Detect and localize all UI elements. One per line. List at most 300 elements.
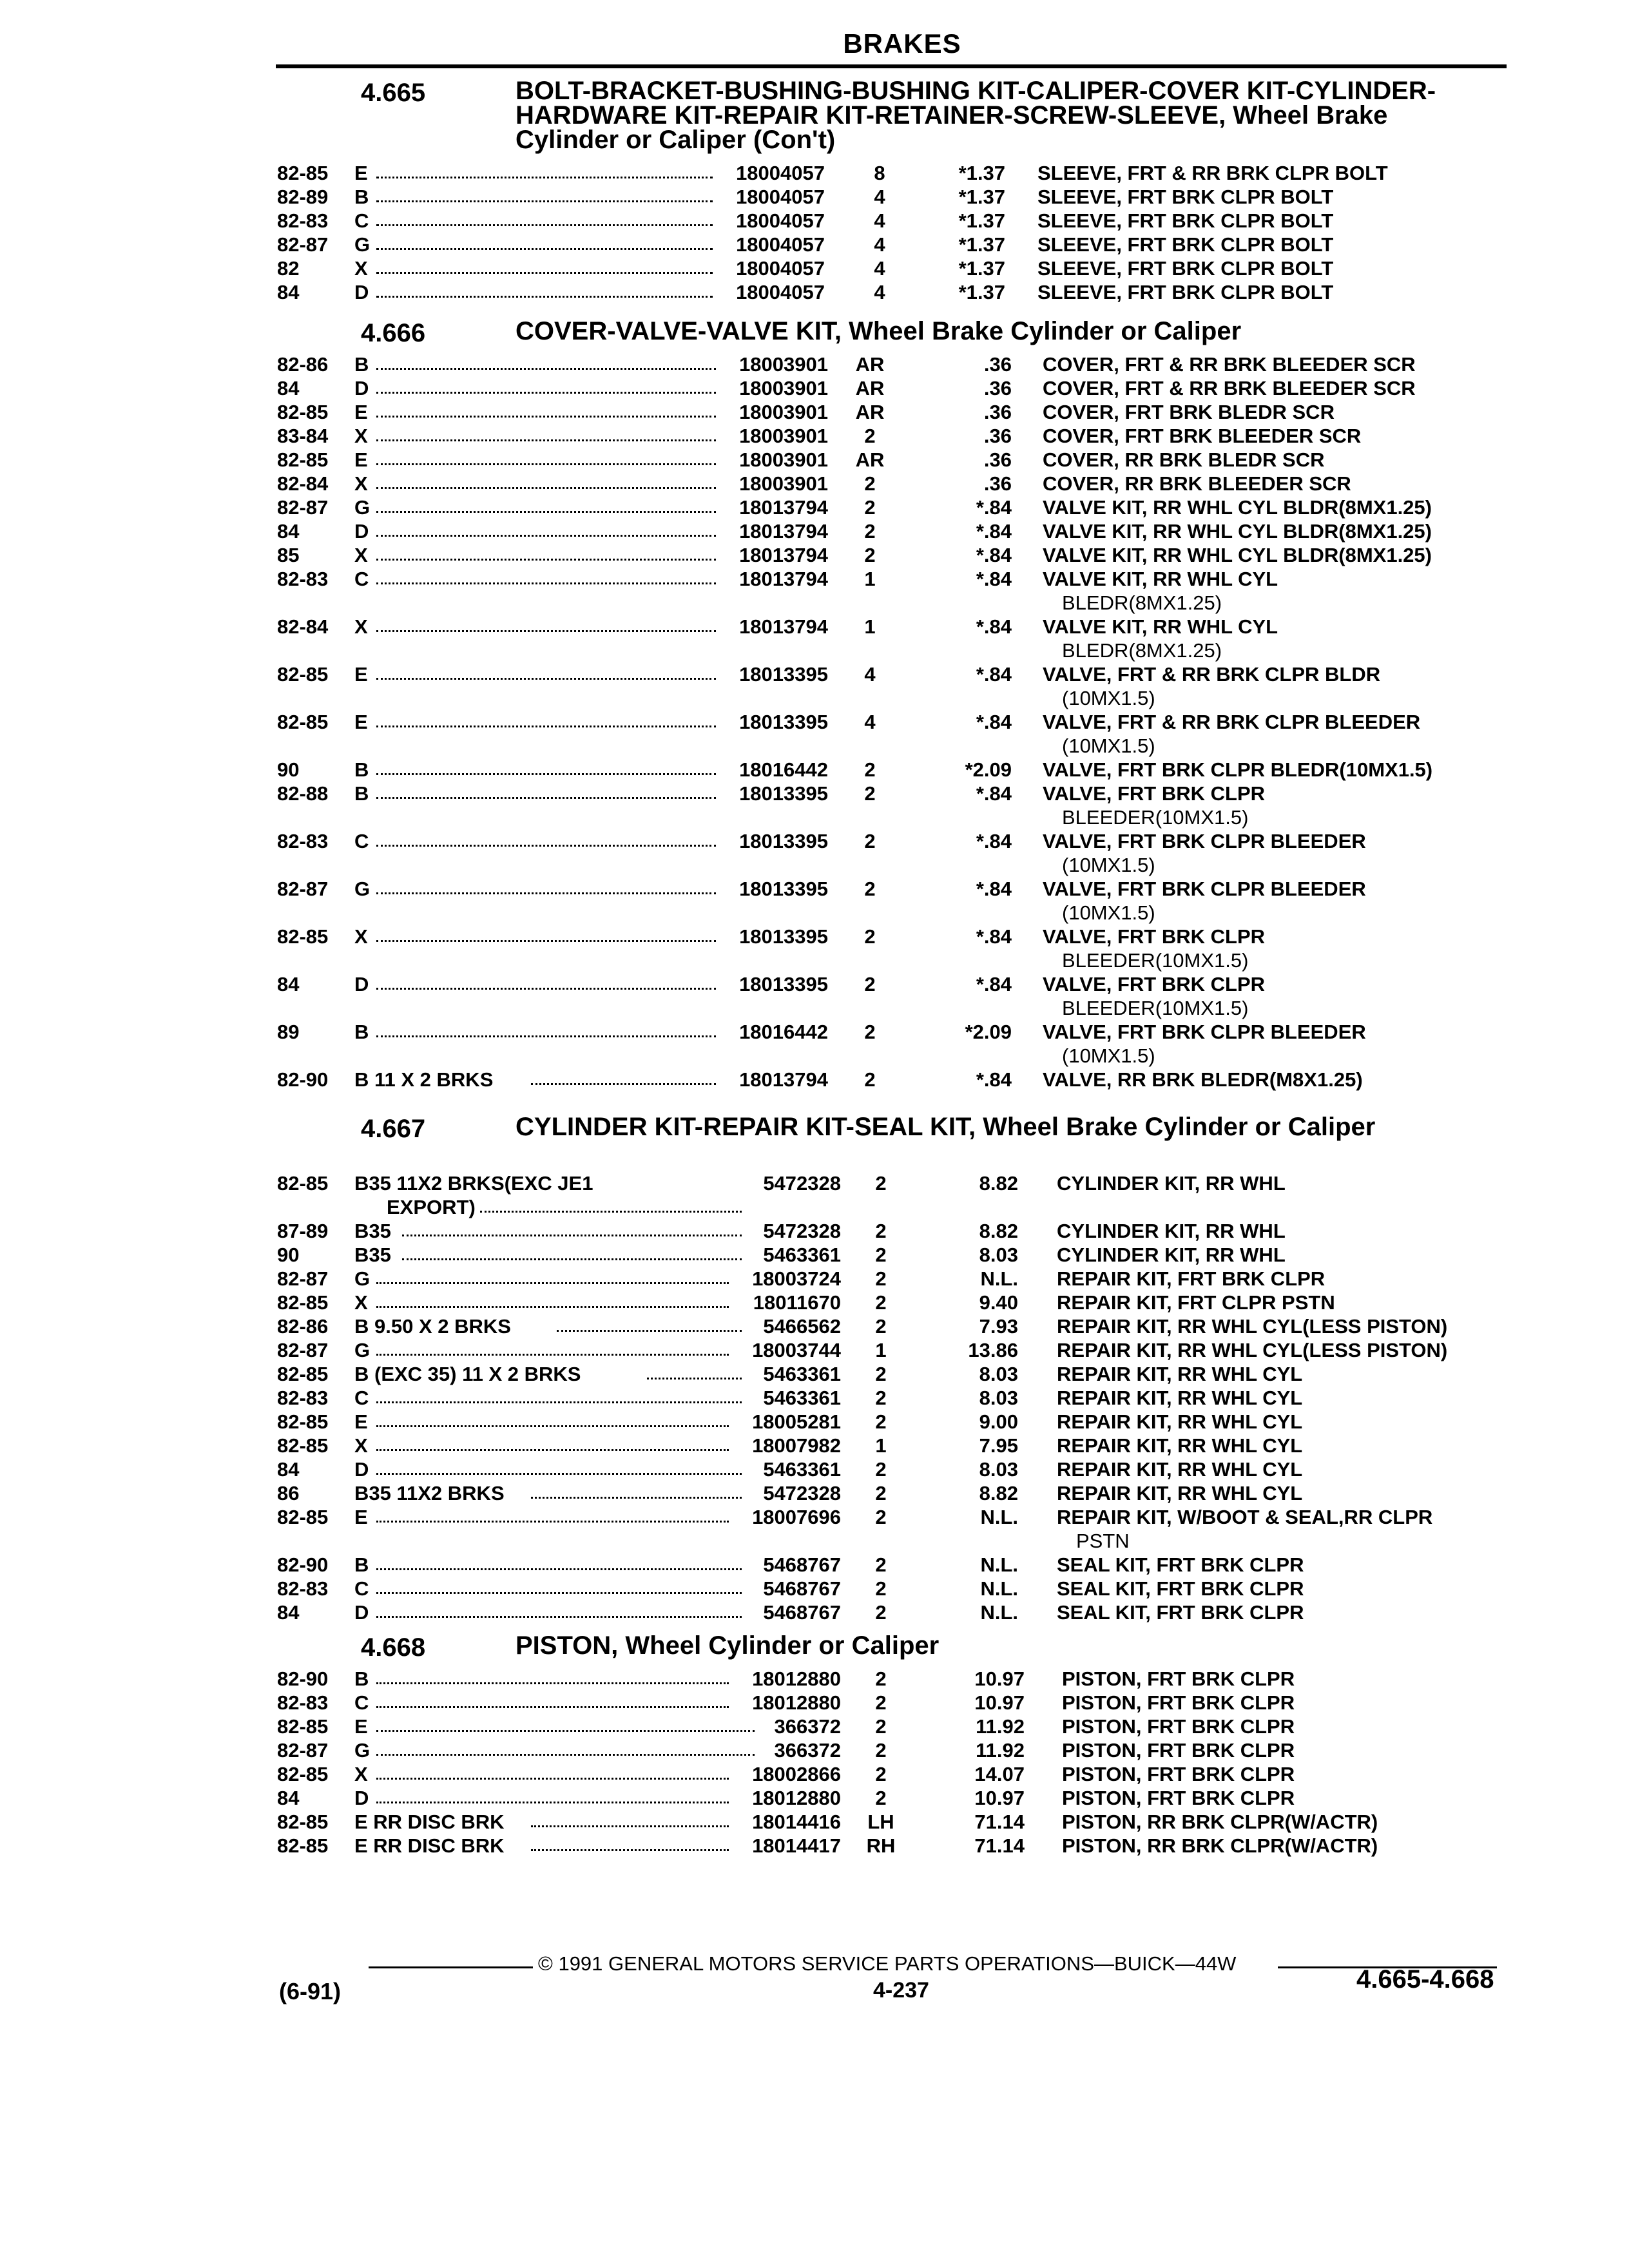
table-row <box>277 1810 1514 1834</box>
table-row <box>277 1667 1514 1691</box>
application: G <box>354 233 371 256</box>
part-number: 18004057 <box>736 257 825 280</box>
price: 8.03 <box>979 1244 1018 1266</box>
application: X <box>354 257 368 280</box>
model-years: 82-85 <box>277 1834 329 1857</box>
application: E <box>354 1506 368 1528</box>
part-number: 18004057 <box>736 209 825 232</box>
quantity: AR <box>855 353 885 376</box>
footer-copyright: © 1991 GENERAL MOTORS SERVICE PARTS OPERATIONS—BUICK—44W <box>538 1952 1237 1975</box>
quantity: 2 <box>875 1387 887 1409</box>
part-number: 18012880 <box>752 1787 841 1809</box>
table-row <box>277 1834 1514 1858</box>
application: B <box>354 1021 369 1043</box>
application: D <box>354 1787 369 1809</box>
description: REPAIR KIT, RR WHL CYL <box>1057 1482 1303 1504</box>
part-number: 18003901 <box>739 401 828 423</box>
model-years: 82-85 <box>277 1506 329 1528</box>
part-number: 366372 <box>774 1715 841 1738</box>
model-years: 82-87 <box>277 1739 329 1762</box>
description-cont: (10MX1.5) <box>1062 901 1155 924</box>
application: B35 <box>354 1244 391 1266</box>
price: 71.14 <box>974 1834 1025 1857</box>
application: B <box>354 1667 369 1690</box>
table-row <box>277 1786 1514 1810</box>
table-row <box>277 615 1514 662</box>
model-years: 82-83 <box>277 209 329 232</box>
application: X <box>354 1434 368 1457</box>
quantity: 4 <box>874 233 885 256</box>
price: *.84 <box>976 1068 1012 1091</box>
part-number: 18004057 <box>736 186 825 208</box>
price: *.84 <box>976 544 1012 566</box>
description-cont: (10MX1.5) <box>1062 854 1155 876</box>
table-row <box>277 161 1514 185</box>
table-row <box>277 1553 1514 1577</box>
model-years: 90 <box>277 758 300 781</box>
description: CYLINDER KIT, RR WHL <box>1057 1220 1286 1242</box>
quantity: 2 <box>864 758 876 781</box>
part-number: 18005281 <box>752 1410 841 1433</box>
table-row <box>277 1020 1514 1068</box>
part-number: 18013395 <box>739 925 828 948</box>
quantity: 2 <box>864 520 876 543</box>
price: .36 <box>983 448 1012 471</box>
description: VALVE, FRT BRK CLPR <box>1043 925 1266 948</box>
price: 14.07 <box>974 1763 1025 1785</box>
table-row <box>277 1691 1514 1715</box>
quantity: 2 <box>875 1267 887 1290</box>
application: D <box>354 520 369 543</box>
application: D <box>354 377 369 399</box>
part-number: 5468767 <box>763 1601 841 1624</box>
description: VALVE KIT, RR WHL CYL BLDR(8MX1.25) <box>1043 496 1432 519</box>
part-number: 18013395 <box>739 782 828 805</box>
description: VALVE, FRT BRK CLPR BLEEDER <box>1043 830 1366 852</box>
table-row <box>277 1738 1514 1762</box>
price: *1.37 <box>958 162 1005 184</box>
application: G <box>354 1339 371 1361</box>
application: X <box>354 1291 368 1314</box>
model-years: 82-85 <box>277 401 329 423</box>
section-1 <box>277 319 1514 1091</box>
description: VALVE KIT, RR WHL CYL <box>1043 615 1278 638</box>
quantity: 4 <box>874 209 885 232</box>
table-row <box>277 1291 1514 1314</box>
section-header <box>277 1115 1514 1171</box>
part-number: 18003901 <box>739 377 828 399</box>
description: VALVE KIT, RR WHL CYL BLDR(8MX1.25) <box>1043 544 1432 566</box>
price: .36 <box>983 377 1012 399</box>
quantity: 2 <box>875 1715 887 1738</box>
model-years: 82-87 <box>277 233 329 256</box>
quantity: 2 <box>875 1506 887 1528</box>
part-number: 18003901 <box>739 472 828 495</box>
part-number: 18004057 <box>736 281 825 303</box>
section-header <box>277 1633 1514 1667</box>
model-years: 84 <box>277 1601 300 1624</box>
section-title: CYLINDER KIT-REPAIR KIT-SEAL KIT, Wheel Brake Cylinder or Caliper <box>516 1113 1376 1141</box>
part-number: 18002866 <box>752 1763 841 1785</box>
description: REPAIR KIT, RR WHL CYL <box>1057 1458 1303 1481</box>
model-years: 84 <box>277 377 300 399</box>
part-number: 5463361 <box>763 1458 841 1481</box>
application: C <box>354 830 369 852</box>
header-rule <box>276 64 1507 68</box>
model-years: 82-85 <box>277 1172 329 1195</box>
table-row <box>277 209 1514 233</box>
description: PISTON, FRT BRK CLPR <box>1062 1763 1295 1785</box>
model-years: 82-85 <box>277 1291 329 1314</box>
model-years: 82-85 <box>277 448 329 471</box>
part-number: 18013395 <box>739 830 828 852</box>
application: G <box>354 1739 371 1762</box>
description: COVER, FRT BRK BLEDR SCR <box>1043 401 1335 423</box>
table-row <box>277 1434 1514 1457</box>
table-row <box>277 495 1514 519</box>
description: COVER, FRT & RR BRK BLEEDER SCR <box>1043 377 1416 399</box>
part-number: 5468767 <box>763 1553 841 1576</box>
model-years: 82-90 <box>277 1553 329 1576</box>
description: VALVE KIT, RR WHL CYL <box>1043 568 1278 590</box>
price: 9.00 <box>979 1410 1018 1433</box>
model-years: 82-85 <box>277 1763 329 1785</box>
table-row <box>277 662 1514 710</box>
description: PISTON, FRT BRK CLPR <box>1062 1787 1295 1809</box>
table-row <box>277 877 1514 925</box>
description-cont: (10MX1.5) <box>1062 1044 1155 1067</box>
table-row <box>277 1362 1514 1386</box>
table-row <box>277 1338 1514 1362</box>
application: D <box>354 1458 369 1481</box>
quantity: 2 <box>864 425 876 447</box>
part-number: 18012880 <box>752 1667 841 1690</box>
description: VALVE, FRT BRK CLPR <box>1043 782 1266 805</box>
quantity: 1 <box>864 568 876 590</box>
application: E <box>354 663 368 686</box>
part-number: 18014416 <box>752 1811 841 1833</box>
price: *.84 <box>976 973 1012 995</box>
price: *2.09 <box>965 758 1012 781</box>
model-years: 82-83 <box>277 1691 329 1714</box>
description: PISTON, FRT BRK CLPR <box>1062 1739 1295 1762</box>
table-row <box>277 185 1514 209</box>
description-cont: (10MX1.5) <box>1062 735 1155 757</box>
table-row <box>277 376 1514 400</box>
quantity: 2 <box>875 1458 887 1481</box>
quantity: 2 <box>864 544 876 566</box>
application: X <box>354 925 368 948</box>
application: E <box>354 448 368 471</box>
application: G <box>354 878 371 900</box>
part-number: 18003901 <box>739 425 828 447</box>
price: .36 <box>983 353 1012 376</box>
application: E <box>354 1715 368 1738</box>
price: *2.09 <box>965 1021 1012 1043</box>
table-row <box>277 829 1514 877</box>
part-number: 5472328 <box>763 1172 841 1195</box>
price: 8.82 <box>979 1482 1018 1504</box>
section-header <box>277 319 1514 352</box>
model-years: 85 <box>277 544 300 566</box>
part-number: 5463361 <box>763 1244 841 1266</box>
description-cont: BLEEDER(10MX1.5) <box>1062 806 1249 829</box>
quantity: 2 <box>875 1577 887 1600</box>
section-title: PISTON, Wheel Cylinder or Caliper <box>516 1631 940 1660</box>
section-number: 4.668 <box>361 1633 426 1662</box>
description: PISTON, FRT BRK CLPR <box>1062 1667 1295 1690</box>
application: E <box>354 162 368 184</box>
quantity: AR <box>855 448 885 471</box>
table-row <box>277 1577 1514 1600</box>
application: B35 11X2 BRKS(EXC JE1 <box>354 1172 593 1195</box>
model-years: 82-86 <box>277 353 329 376</box>
table-row <box>277 1481 1514 1505</box>
table-row <box>277 1219 1514 1243</box>
description: SEAL KIT, FRT BRK CLPR <box>1057 1553 1304 1576</box>
section-title: COVER-VALVE-VALVE KIT, Wheel Brake Cylinder or Caliper <box>516 317 1242 345</box>
quantity: 2 <box>875 1220 887 1242</box>
description: REPAIR KIT, FRT BRK CLPR <box>1057 1267 1325 1290</box>
quantity: 2 <box>875 1315 887 1338</box>
model-years: 84 <box>277 1458 300 1481</box>
part-number: 18013395 <box>739 711 828 733</box>
price: *.84 <box>976 711 1012 733</box>
model-years: 82-85 <box>277 1715 329 1738</box>
model-years: 82-89 <box>277 186 329 208</box>
page-title: BRAKES <box>843 28 961 59</box>
price: *1.37 <box>958 209 1005 232</box>
quantity: 4 <box>864 663 876 686</box>
price: .36 <box>983 425 1012 447</box>
description: VALVE, FRT & RR BRK CLPR BLDR <box>1043 663 1381 686</box>
model-years: 82-83 <box>277 568 329 590</box>
table-row <box>277 1505 1514 1553</box>
part-number: 5466562 <box>763 1315 841 1338</box>
description: SLEEVE, FRT BRK CLPR BOLT <box>1037 281 1334 303</box>
quantity: 4 <box>874 186 885 208</box>
model-years: 82 <box>277 257 300 280</box>
price: 71.14 <box>974 1811 1025 1833</box>
quantity: AR <box>855 377 885 399</box>
quantity: 4 <box>864 711 876 733</box>
section-0 <box>277 79 1514 304</box>
part-number: 18007982 <box>752 1434 841 1457</box>
application: G <box>354 496 371 519</box>
dot-leader <box>480 1211 742 1213</box>
quantity: 2 <box>864 782 876 805</box>
footer-rule-left <box>369 1966 533 1968</box>
section-number: 4.666 <box>361 319 426 347</box>
price: 10.97 <box>974 1667 1025 1690</box>
model-years: 84 <box>277 1787 300 1809</box>
quantity: 2 <box>875 1691 887 1714</box>
quantity: AR <box>855 401 885 423</box>
model-years: 82-86 <box>277 1315 329 1338</box>
quantity: 2 <box>864 1068 876 1091</box>
table-row <box>277 472 1514 495</box>
model-years: 82-85 <box>277 711 329 733</box>
description-cont: (10MX1.5) <box>1062 687 1155 709</box>
table-row <box>277 567 1514 615</box>
price: 8.03 <box>979 1363 1018 1385</box>
application: G <box>354 1267 371 1290</box>
price: 11.92 <box>976 1739 1025 1762</box>
price: 9.40 <box>979 1291 1018 1314</box>
footer-section-range: 4.665-4.668 <box>1356 1965 1494 1994</box>
table-row <box>277 1600 1514 1624</box>
part-number: 18003901 <box>739 448 828 471</box>
description: VALVE, RR BRK BLEDR(M8X1.25) <box>1043 1068 1363 1091</box>
table-row <box>277 233 1514 256</box>
model-years: 84 <box>277 973 300 995</box>
table-row <box>277 280 1514 304</box>
price: 8.82 <box>979 1172 1018 1195</box>
part-number: 5463361 <box>763 1363 841 1385</box>
price: *.84 <box>976 568 1012 590</box>
table-row <box>277 710 1514 758</box>
price: *1.37 <box>958 233 1005 256</box>
description: COVER, RR BRK BLEEDER SCR <box>1043 472 1351 495</box>
quantity: 2 <box>864 925 876 948</box>
table-row <box>277 1243 1514 1267</box>
table-row <box>277 543 1514 567</box>
quantity: 2 <box>875 1410 887 1433</box>
quantity: RH <box>866 1834 896 1857</box>
model-years: 82-84 <box>277 615 329 638</box>
part-number: 18012880 <box>752 1691 841 1714</box>
price: N.L. <box>980 1553 1018 1576</box>
description: VALVE, FRT BRK CLPR BLEDR(10MX1.5) <box>1043 758 1433 781</box>
price: 10.97 <box>974 1691 1025 1714</box>
quantity: 2 <box>864 472 876 495</box>
part-number: 5463361 <box>763 1387 841 1409</box>
model-years: 82-87 <box>277 1267 329 1290</box>
table-row <box>277 758 1514 782</box>
quantity: 1 <box>875 1434 887 1457</box>
quantity: 1 <box>875 1339 887 1361</box>
price: *.84 <box>976 520 1012 543</box>
model-years: 87-89 <box>277 1220 329 1242</box>
model-years: 82-83 <box>277 1577 329 1600</box>
part-number: 18016442 <box>739 1021 828 1043</box>
description-cont: BLEDR(8MX1.25) <box>1062 591 1222 614</box>
section-3 <box>277 1633 1514 1858</box>
quantity: LH <box>867 1811 894 1833</box>
application: B <box>354 758 369 781</box>
application: C <box>354 209 369 232</box>
quantity: 2 <box>875 1601 887 1624</box>
application: C <box>354 1387 369 1409</box>
description: SLEEVE, FRT & RR BRK CLPR BOLT <box>1037 162 1388 184</box>
description: COVER, RR BRK BLEDR SCR <box>1043 448 1325 471</box>
price: N.L. <box>980 1577 1018 1600</box>
model-years: 82-85 <box>277 1363 329 1385</box>
description: VALVE, FRT BRK CLPR BLEEDER <box>1043 878 1366 900</box>
model-years: 82-85 <box>277 162 329 184</box>
model-years: 82-87 <box>277 878 329 900</box>
description: REPAIR KIT, RR WHL CYL <box>1057 1410 1303 1433</box>
table-row <box>277 1314 1514 1338</box>
description: PISTON, FRT BRK CLPR <box>1062 1691 1295 1714</box>
description: REPAIR KIT, RR WHL CYL(LESS PISTON) <box>1057 1315 1448 1338</box>
description: SLEEVE, FRT BRK CLPR BOLT <box>1037 186 1334 208</box>
part-number: 18003744 <box>752 1339 841 1361</box>
application: E <box>354 1410 368 1433</box>
model-years: 82-87 <box>277 496 329 519</box>
description: CYLINDER KIT, RR WHL <box>1057 1244 1286 1266</box>
model-years: 82-85 <box>277 1811 329 1833</box>
table-row <box>277 1171 1514 1219</box>
price: 7.95 <box>979 1434 1018 1457</box>
price: N.L. <box>980 1601 1018 1624</box>
application: X <box>354 425 368 447</box>
part-number: 5472328 <box>763 1482 841 1504</box>
description-cont: BLEDR(8MX1.25) <box>1062 639 1222 662</box>
part-number: 366372 <box>774 1739 841 1762</box>
price: *.84 <box>976 925 1012 948</box>
price: *.84 <box>976 663 1012 686</box>
description: REPAIR KIT, RR WHL CYL <box>1057 1387 1303 1409</box>
part-number: 18003724 <box>752 1267 841 1290</box>
application: C <box>354 1691 369 1714</box>
section-title: BOLT-BRACKET-BUSHING-BUSHING KIT-CALIPER-COVER KIT-CYLINDER-HARDWARE KIT-REPAIR KIT-RETAINER-SCREW-SLEEVE, Wheel Brake Cylinder or Caliper (Con't) <box>516 77 1436 154</box>
table-row <box>277 972 1514 1020</box>
price: 8.03 <box>979 1387 1018 1409</box>
quantity: 2 <box>875 1739 887 1762</box>
part-number: 18013794 <box>739 544 828 566</box>
model-years: 84 <box>277 520 300 543</box>
table-row <box>277 352 1514 376</box>
price: 7.93 <box>979 1315 1018 1338</box>
quantity: 8 <box>874 162 885 184</box>
quantity: 1 <box>864 615 876 638</box>
description: VALVE, FRT BRK CLPR <box>1043 973 1266 995</box>
application: B <box>354 1553 369 1576</box>
part-number: 18013794 <box>739 615 828 638</box>
quantity: 4 <box>874 281 885 303</box>
model-years: 83-84 <box>277 425 329 447</box>
model-years: 82-85 <box>277 1434 329 1457</box>
quantity: 4 <box>874 257 885 280</box>
quantity: 2 <box>875 1553 887 1576</box>
application: C <box>354 568 369 590</box>
price: *.84 <box>976 782 1012 805</box>
quantity: 2 <box>875 1291 887 1314</box>
model-years: 82-84 <box>277 472 329 495</box>
quantity: 2 <box>864 830 876 852</box>
application: D <box>354 973 369 995</box>
application: X <box>354 1763 368 1785</box>
description: SLEEVE, FRT BRK CLPR BOLT <box>1037 233 1334 256</box>
application: B 9.50 X 2 BRKS <box>354 1315 511 1338</box>
price: *1.37 <box>958 186 1005 208</box>
table-row <box>277 782 1514 829</box>
table-row <box>277 1457 1514 1481</box>
table-row <box>277 1715 1514 1738</box>
application: B <box>354 186 369 208</box>
description: VALVE, FRT & RR BRK CLPR BLEEDER <box>1043 711 1421 733</box>
model-years: 82-88 <box>277 782 329 805</box>
description: SEAL KIT, FRT BRK CLPR <box>1057 1577 1304 1600</box>
price: 10.97 <box>974 1787 1025 1809</box>
model-years: 82-83 <box>277 830 329 852</box>
model-years: 82-83 <box>277 1387 329 1409</box>
price: 11.92 <box>976 1715 1025 1738</box>
description: COVER, FRT BRK BLEEDER SCR <box>1043 425 1362 447</box>
application: E RR DISC BRK <box>354 1811 505 1833</box>
quantity: 2 <box>864 496 876 519</box>
